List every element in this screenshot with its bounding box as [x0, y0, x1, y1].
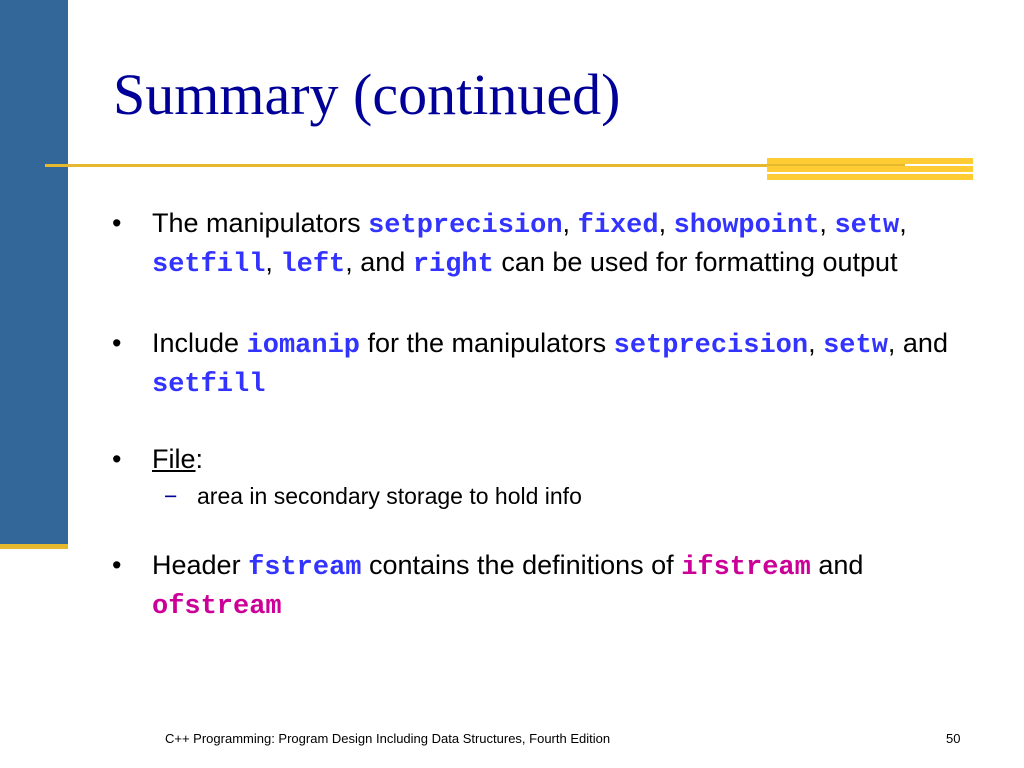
separator: ,	[658, 208, 674, 238]
colon: :	[195, 444, 204, 474]
sidebar-accent-rule	[0, 544, 68, 549]
bullet-manipulators	[112, 205, 972, 283]
code-setfill: setfill	[152, 370, 266, 400]
code-setprecision: setprecision	[613, 331, 809, 361]
code-showpoint: showpoint	[673, 211, 820, 241]
code-setw: setw	[834, 211, 900, 241]
code-setprecision: setprecision	[368, 211, 563, 241]
slide-title: Summary (continued)	[113, 62, 621, 127]
sub-bullet-marker: −	[164, 483, 178, 509]
bullet-marker: •	[112, 208, 122, 238]
separator: ,	[265, 247, 281, 277]
conjunction: and	[810, 550, 864, 580]
sub-bullet-file-definition	[152, 481, 972, 511]
conjunction: , and	[887, 328, 948, 358]
left-sidebar-band	[0, 0, 68, 544]
bullet-text: The manipulators	[152, 208, 369, 238]
accent-bar-2	[767, 166, 973, 172]
separator: ,	[819, 208, 835, 238]
accent-bar-3	[767, 174, 973, 180]
bullet-include-iomanip	[112, 325, 972, 403]
code-setw: setw	[823, 331, 888, 361]
bullet-list	[112, 205, 972, 625]
bullet-marker: •	[112, 550, 122, 580]
title-accent-bars	[767, 158, 973, 180]
conjunction: , and	[345, 247, 413, 277]
term-file: File	[152, 444, 196, 474]
sub-bullet-text: area in secondary storage to hold info	[197, 483, 582, 509]
bullet-text: contains the definitions of	[361, 550, 682, 580]
accent-bar-1	[767, 158, 973, 164]
bullet-text-end: can be used for formatting output	[493, 247, 898, 277]
separator: ,	[808, 328, 824, 358]
code-setfill: setfill	[152, 250, 266, 280]
bullet-marker: •	[112, 444, 122, 474]
separator: ,	[899, 208, 907, 238]
code-left: left	[280, 250, 346, 280]
separator: ,	[562, 208, 578, 238]
code-ifstream: ifstream	[681, 553, 811, 583]
bullet-marker: •	[112, 328, 122, 358]
bullet-text: for the manipulators	[360, 328, 614, 358]
bullet-file	[112, 441, 972, 511]
code-ofstream: ofstream	[152, 592, 282, 622]
code-iomanip: iomanip	[246, 331, 360, 361]
bullet-text: Include	[152, 328, 247, 358]
page-number: 50	[946, 731, 961, 746]
slide-footer	[0, 731, 1024, 751]
footer-text: C++ Programming: Program Design Including Data Structures, Fourth Edition	[165, 731, 611, 746]
bullet-header-fstream	[112, 547, 972, 625]
bullet-text: Header	[152, 550, 249, 580]
code-right: right	[412, 250, 494, 280]
code-fixed: fixed	[577, 211, 659, 241]
code-fstream: fstream	[248, 553, 362, 583]
